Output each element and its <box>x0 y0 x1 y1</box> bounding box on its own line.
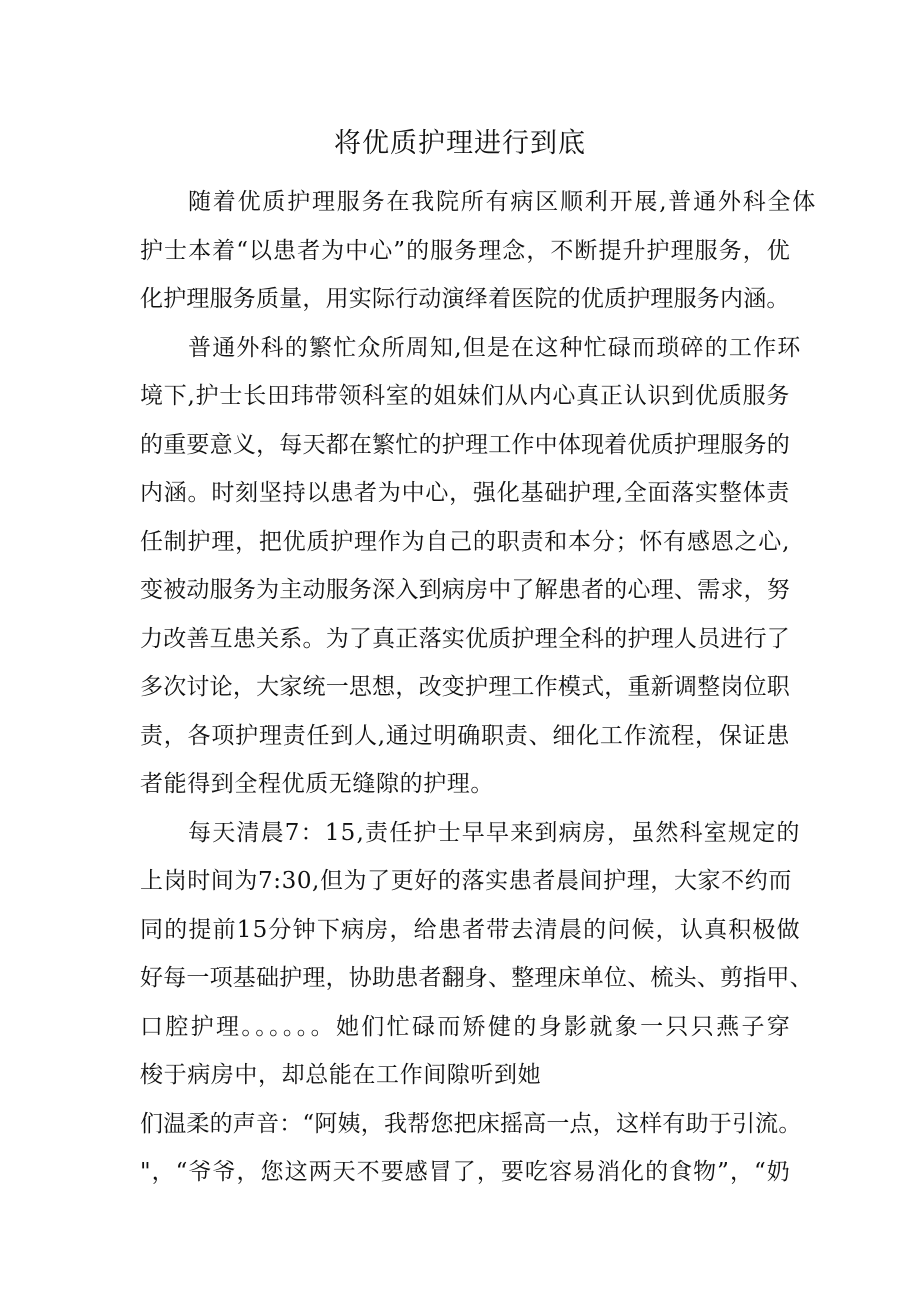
text-line: 任制护理，把优质护理作为自己的职责和本分；怀有感恩之心, <box>140 528 790 555</box>
text-line: 每天清晨7：15,责任护士早早来到病房，虽然科室规定的 <box>188 819 801 846</box>
text-line: 上岗时间为7:30,但为了更好的落实患者晨间护理，大家不约而 <box>140 868 792 894</box>
text-line: 随着优质护理服务在我院所有病区顺利开展,普通外科全体 <box>188 189 818 215</box>
text-line: 同的提前15分钟下病房，给患者带去清晨的问候，认真积极做 <box>140 916 801 943</box>
text-line: 口腔护理。。。。。。她们忙碌而矫健的身影就象一只只燕子穿 <box>140 1013 790 1040</box>
text-line: 力改善互患关系。为了真正落实优质护理全科的护理人员进行了 <box>140 625 790 652</box>
text-line: 护士本着“以患者为中心”的服务理念，不断提升护理服务，优 <box>140 237 790 264</box>
text-line: 内涵。时刻坚持以患者为中心，强化基础护理,全面落实整体责 <box>140 480 790 506</box>
text-line: 多次讨论，大家统一思想，改变护理工作模式，重新调整岗位职 <box>140 674 790 700</box>
document-body <box>140 178 818 1197</box>
text-line: 化护理服务质量，用实际行动演绎着医院的优质护理服务内涵。 <box>140 286 790 312</box>
text-line: 变被动服务为主动服务深入到病房中了解患者的心理、需求，努 <box>140 577 790 603</box>
text-line: 责，各项护理责任到人,通过明确职责、细化工作流程，保证患 <box>140 722 790 749</box>
document-title: 将优质护理进行到底 <box>334 128 586 159</box>
text-line: 者能得到全程优质无缝隙的护理。 <box>140 771 494 797</box>
text-line: "，“爷爷，您这两天不要感冒了，要吃容易消化的食物”，“奶 <box>140 1159 790 1185</box>
text-line: 境下,护士长田玮带领科室的姐妹们从内心真正认识到优质服务 <box>140 383 790 409</box>
text-line: 们温柔的声音：“阿姨，我帮您把床摇高一点，这样有助于引流。 <box>140 1110 802 1137</box>
text-line: 好每一项基础护理，协助患者翻身、整理床单位、梳头、剪指甲、 <box>140 965 813 991</box>
text-line: 的重要意义，每天都在繁忙的护理工作中体现着优质护理服务的 <box>140 431 790 458</box>
text-line: 普通外科的繁忙众所周知,但是在这种忙碌而琐碎的工作环 <box>188 334 802 361</box>
text-line: 梭于病房中，却总能在工作间隙听到她 <box>140 1062 542 1088</box>
